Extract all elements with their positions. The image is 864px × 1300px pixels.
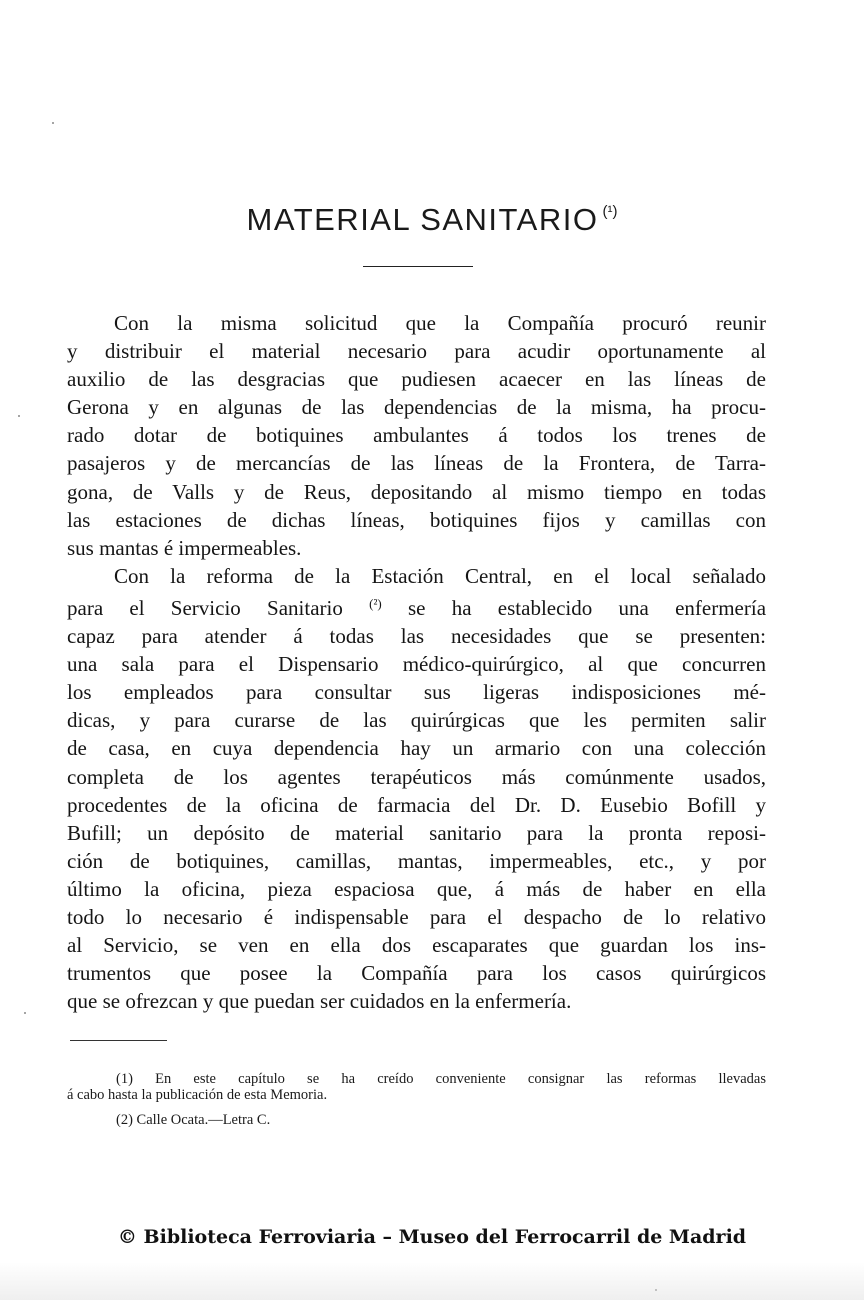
text-line: procedentes de la oficina de farmacia del Dr. D. Eusebio Bofill y (67, 792, 766, 817)
text-line: una sala para el Dispensario médico-quirúrgico, al que concurren (67, 652, 766, 677)
footnote-1 (67, 1071, 766, 1103)
text-line: Con la misma solicitud que la Compañía procuró reunir (114, 311, 766, 335)
text-line: capaz para atender á todas las necesidades que se presenten: (67, 624, 766, 649)
footnote-line: á cabo hasta la publicación de esta Memoria. (67, 1087, 328, 1103)
title-divider (363, 266, 473, 267)
text-line: Bufill; un depósito de material sanitario para la pronta reposi- (67, 820, 766, 845)
text-line: último la oficina, pieza espaciosa que, á más de haber en ella (67, 876, 766, 901)
text-line: que se ofrezcan y que puedan ser cuidados en la enfermería. (67, 989, 572, 1014)
footnote-ref-2: (²) (369, 595, 382, 611)
scan-speck (52, 122, 54, 124)
copyright-credit: © Biblioteca Ferroviaria – Museo del Ferrocarril de Madrid (117, 1226, 747, 1248)
text-line: Con la reforma de la Estación Central, en el local señalado (114, 563, 766, 588)
text-line: sus mantas é impermeables. (67, 535, 302, 560)
title-text: MATERIAL SANITARIO (246, 202, 599, 237)
footnote-2: (2) Calle Ocata.—Letra C. (116, 1112, 271, 1128)
text-line: rado dotar de botiquines ambulantes á todos los trenes de (67, 423, 766, 448)
paragraph-2 (67, 562, 766, 1016)
scan-speck (18, 415, 20, 417)
text-line: y distribuir el material necesario para acudir oportunamente al (67, 339, 766, 364)
title-footnote-ref: (¹) (602, 203, 618, 220)
footnote-divider (70, 1040, 167, 1041)
text-line: trumentos que posee la Compañía para los casos quirúrgicos (67, 961, 766, 986)
text-line: dicas, y para curarse de las quirúrgicas que les permiten salir (67, 708, 766, 733)
text-line: Gerona y en algunas de las dependencias de la misma, ha procu- (67, 395, 766, 420)
text-line: pasajeros y de mercancías de las líneas de la Frontera, de Tarra- (67, 451, 766, 476)
paragraph-1 (67, 309, 766, 562)
text-line (67, 590, 766, 622)
text-line: completa de los agentes terapéuticos más comúnmente usados, (67, 764, 766, 789)
scan-speck (24, 1012, 26, 1014)
body-text (67, 309, 766, 1015)
text-line: los empleados para consultar sus ligeras indisposiciones mé- (67, 680, 766, 705)
text-line: al Servicio, se ven en ella dos escaparates que guardan los ins- (67, 933, 766, 958)
footnote-line: (1) En este capítulo se ha creído conveniente consignar las reformas llevadas (116, 1071, 766, 1087)
text-segment: se ha establecido una enfermería (407, 595, 767, 620)
page-title (0, 202, 864, 238)
text-line: auxilio de las desgracias que pudiesen acaecer en las líneas de (67, 367, 766, 392)
text-line: de casa, en cuya dependencia hay un armario con una colección (67, 736, 766, 761)
footnotes (67, 1071, 766, 1128)
text-line: todo lo necesario é indispensable para el despacho de lo relativo (67, 904, 766, 929)
text-line: las estaciones de dichas líneas, botiquines fijos y camillas con (67, 507, 766, 532)
scan-edge-shadow (0, 1262, 864, 1300)
text-line: gona, de Valls y de Reus, depositando al mismo tiempo en todas (67, 479, 766, 504)
text-line: ción de botiquines, camillas, mantas, impermeables, etc., y por (67, 848, 766, 873)
text-segment: para el Servicio Sanitario (67, 595, 343, 620)
